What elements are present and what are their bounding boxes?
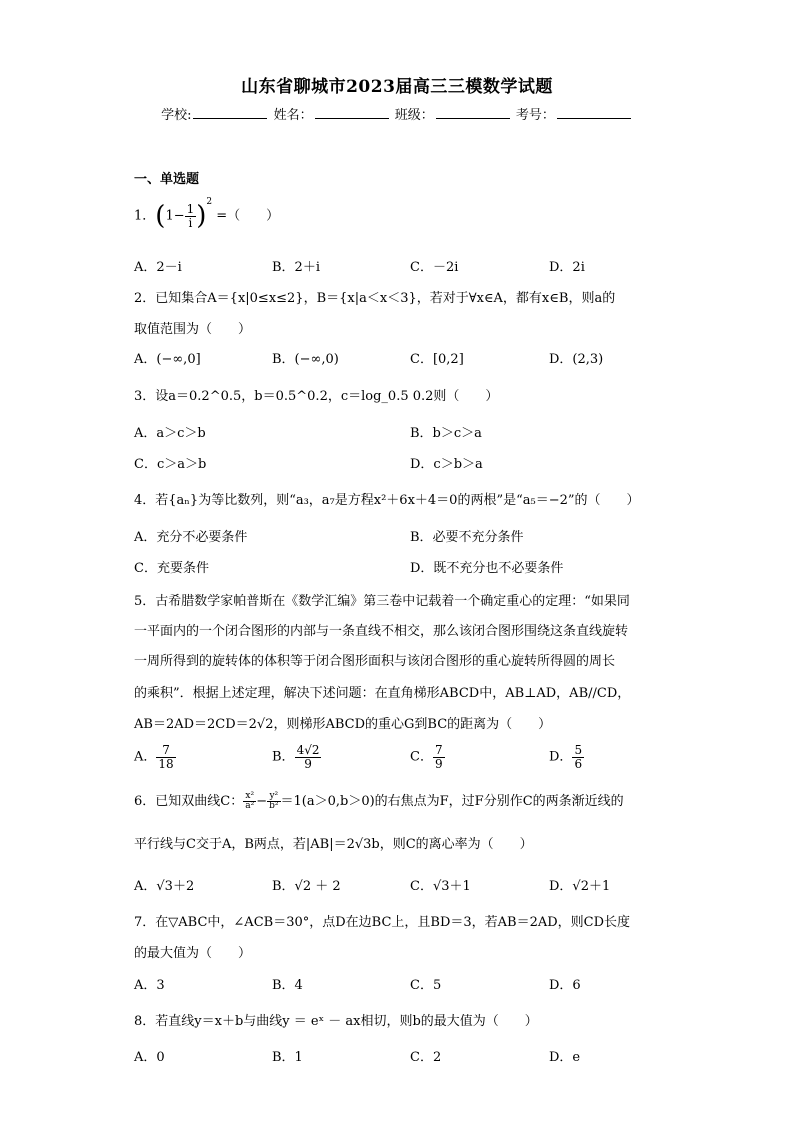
math-expression: ( [155,201,166,231]
option-b[interactable] [272,744,321,770]
option-numerator: 4√2 [296,743,320,757]
question-5-line-4: 的乘积”．根据上述定理，解决下述问题：在直角梯形ABCD中，AB⊥AD，AB//CD， [134,686,631,701]
question-1-stem: 1．(1− $\frac{1}{i}$ )$^2$ =（ ） [134,197,280,231]
option-a[interactable]: A．2－i [134,260,182,275]
school-label: 学校: [161,108,192,123]
page-title: 山东省聊城市2023届高三三模数学试题 [241,77,553,97]
question-7-line-2: 的最大值为（ ） [134,946,252,961]
option-d[interactable]: D．既不充分也不必要条件 [410,561,564,576]
question-text: 设a＝0.2^0.5，b＝0.5^0.2，c＝log_0.5 0.2则（ ） [155,389,499,404]
option-b[interactable]: B．4 [272,978,303,993]
option-a[interactable]: A．3 [134,978,165,993]
math-fraction: $\frac{\text{x²}}{\text{a²}}$ [245,790,255,811]
question-5-line-2: 一平面内的一个闭合图形的内部与一条直线不相交，那么该闭合图形围绕这条直线旋转 [134,624,629,639]
exam-no-label: 考号： [515,108,555,123]
option-c[interactable]: C．充要条件 [134,561,209,576]
section-title: 一、单选题 [134,172,200,187]
option-d[interactable]: D．2i [549,260,585,275]
option-b[interactable]: B．2＋i [272,260,320,275]
name-blank[interactable] [315,106,389,119]
option-d[interactable]: D．e [549,1050,581,1065]
option-a[interactable]: A．√3＋2 [134,879,195,894]
question-number: 3． [134,389,156,404]
question-number: 5． [134,594,156,609]
option-b[interactable]: B．必要不充分条件 [410,530,524,545]
option-d[interactable]: D．6 [549,978,581,993]
question-2-stem [134,287,615,306]
question-text-line: 已知集合A＝{x|0≤x≤2}，B＝{x|a＜x＜3}，若对于∀x∈A，都有x∈B，则a的 [155,291,616,306]
question-4-stem [134,489,640,508]
option-c[interactable]: C．c＞a＞b [134,457,207,472]
option-numerator: 7 [156,744,175,758]
option-c[interactable] [410,744,445,770]
option-denominator: 6 [574,756,583,771]
option-b[interactable]: B．√2 ＋ 2 [272,879,341,894]
exam-no-blank[interactable] [557,106,631,119]
question-2-stem-cont: 取值范围为（ ） [134,322,252,337]
option-c[interactable]: C．[0,2] [410,352,464,367]
class-blank[interactable] [436,106,510,119]
option-label: A． [134,749,157,765]
option-a[interactable]: A．a＞c＞b [134,426,206,441]
option-d[interactable]: D．(2,3) [549,352,604,367]
option-numerator: 7 [434,743,443,757]
math-fraction: $\frac{1}{i}$ [186,201,195,230]
question-7-stem [134,911,630,930]
option-c[interactable]: C．2 [410,1050,442,1065]
question-3-stem [134,385,498,404]
option-denominator: 9 [304,756,312,771]
option-denominator: 9 [434,756,443,771]
question-text-line: 在▽ABC中，∠ACB＝30°，点D在边BC上，且BD＝3，若AB＝2AD，则CD长度 [155,915,631,930]
option-d[interactable]: D．√2＋1 [549,879,611,894]
question-text-part: 已知双曲线C： [155,794,244,809]
question-8-stem [134,1010,538,1029]
question-number: 1． [134,208,156,224]
option-c[interactable]: C．－2i [410,260,459,275]
question-5-line-3: 一周所得到的旋转体的体积等于闭合图形面积与该闭合图形的重心旋转所得圆的周长 [134,654,616,669]
option-a[interactable] [134,744,176,770]
question-text: 若{aₙ}为等比数列，则“a₃，a₇是方程x²＋6x＋4＝0的两根”是“a₅＝−2”的（ ） [155,493,640,508]
option-d[interactable] [549,744,584,770]
option-b[interactable]: B．b＞c＞a [410,426,482,441]
question-text-line: 古希腊数学家帕普斯在《数学汇编》第三卷中记载着一个确定重心的定理：“如果同 [155,594,630,609]
option-denominator: 18 [158,756,174,771]
option-a[interactable]: A．充分不必要条件 [134,530,248,545]
question-5-line-5: AB＝2AD＝2CD＝2√2，则梯形ABCD的重心G到BC的距离为（ ） [134,717,552,732]
math-fraction: $\frac{\text{y²}}{\text{b²}}$ [269,790,279,811]
option-label: D． [549,749,573,765]
option-b[interactable]: B．1 [272,1050,303,1065]
option-a[interactable]: A．(−∞,0] [134,352,201,367]
question-number: 2． [134,291,156,306]
question-stem-tail: =（ ） [216,208,280,224]
question-6-stem: 6．已知双曲线C： $\frac{\text{x²}}{\text{a²}}$ − $\frac{\text{y²}}{\text{b²}}$ ＝1(a＞0,b＞0)的右焦点为F，过F分别作C的两条渐近线的 [134,790,624,811]
student-info-line [0,104,794,123]
question-6-line-2: 平行线与C交于A，B两点，若|AB|＝2√3b，则C的离心率为（ ） [134,837,533,852]
option-c[interactable]: C．5 [410,978,442,993]
option-numerator: 5 [574,743,583,757]
name-label: 姓名： [273,108,313,123]
question-number: 6． [134,794,156,809]
question-5-stem [134,590,630,609]
question-text: 若直线y＝x＋b与曲线y ＝ eˣ － ax相切，则b的最大值为（ ） [155,1014,538,1029]
question-number: 8． [134,1014,156,1029]
option-b[interactable]: B．(−∞,0) [272,352,339,367]
question-number: 4． [134,493,156,508]
school-blank[interactable] [193,106,267,119]
question-number: 7． [134,915,156,930]
option-c[interactable]: C．√3＋1 [410,879,471,894]
option-label: B． [272,749,295,765]
class-label: 班级： [394,108,434,123]
option-a[interactable]: A．0 [134,1050,165,1065]
option-d[interactable]: D．c＞b＞a [410,457,483,472]
option-label: C． [410,749,433,765]
question-text-part: ＝1(a＞0,b＞0)的右焦点为F，过F分别作C的两条渐近线的 [280,794,624,809]
